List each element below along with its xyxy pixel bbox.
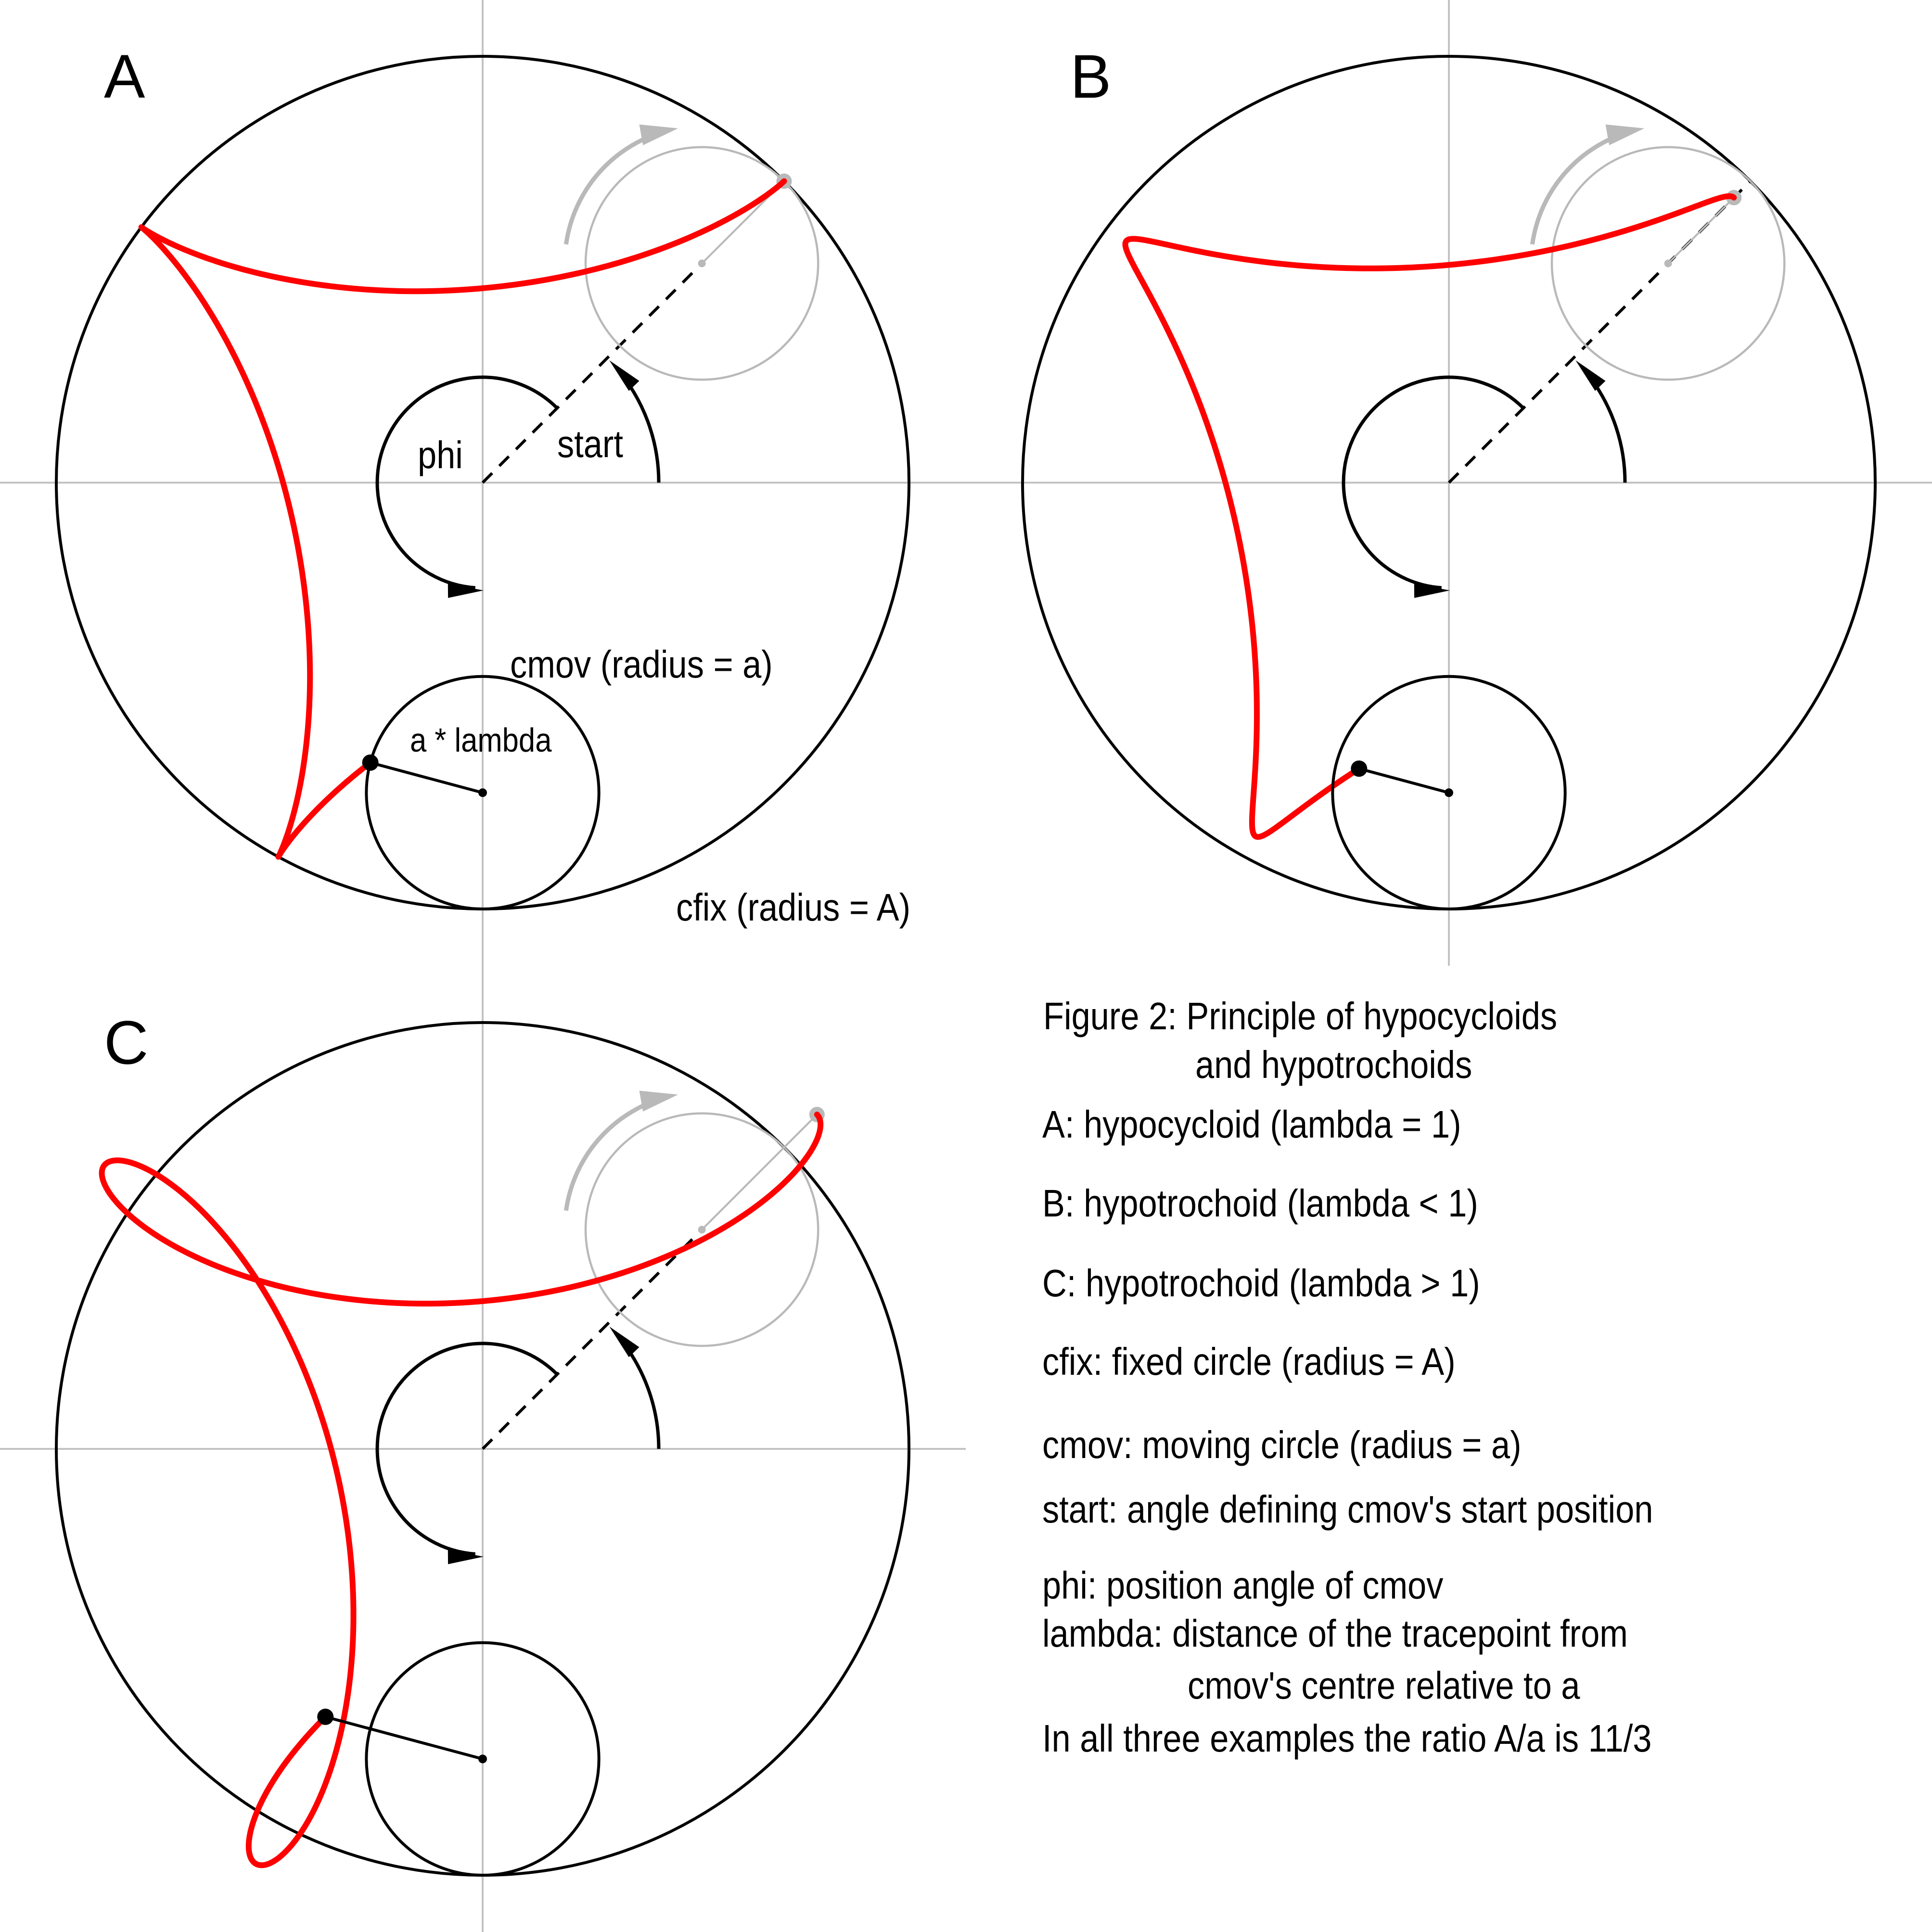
caption-item-phi: phi: position angle of cmov (1042, 1563, 1444, 1607)
cmov-center-dot (1445, 788, 1453, 797)
tracepoint-dot (317, 1709, 333, 1725)
caption-item-start: start: angle defining cmov's start position (1042, 1487, 1653, 1531)
caption-title-line1: Figure 2: Principle of hypocycloids (1043, 994, 1558, 1037)
caption-item-c: C: hypotrochoid (lambda > 1) (1042, 1261, 1480, 1305)
a-lambda-label: a * lambda (410, 721, 552, 759)
cmov-rotation-arrow (640, 125, 678, 145)
cmov-circle-label: cmov (radius = a) (510, 642, 773, 686)
tracepoint-dot (362, 755, 379, 771)
start-direction-dashed-line (483, 1230, 702, 1449)
tracepoint-radius-line (325, 1717, 483, 1759)
start-angle-arc (615, 1333, 659, 1449)
caption-item-lambda-line1: lambda: distance of the tracepoint from (1042, 1612, 1628, 1655)
cmov-rotation-arc (566, 130, 668, 244)
cmov-center-dot (478, 1754, 487, 1763)
start-angle-label: start (557, 422, 623, 465)
caption-title-line2: and hypotrochoids (1195, 1043, 1472, 1086)
trace-curve-hypotrochoid (1126, 196, 1734, 837)
caption-item-lambda-line2: cmov's centre relative to a (1188, 1663, 1580, 1707)
start-angle-arrow (1575, 360, 1605, 391)
caption-item-b: B: hypotrochoid (lambda < 1) (1042, 1181, 1478, 1225)
phi-angle-label: phi (418, 433, 463, 476)
start-angle-arrow (609, 360, 639, 391)
panel-letter-a: A (104, 42, 145, 111)
tracepoint-radius-line (371, 763, 483, 793)
caption-ratio-note: In all three examples the ratio A/a is 11/3 (1042, 1716, 1652, 1760)
start-tracepoint-radius (702, 1114, 817, 1229)
panel-letter-c: C (104, 1009, 149, 1077)
caption-item-cfix: cfix: fixed circle (radius = A) (1042, 1340, 1456, 1383)
cmov-rotation-arrow (1606, 125, 1645, 145)
start-angle-arrow (609, 1327, 639, 1357)
tracepoint-dot (1351, 760, 1367, 777)
caption-item-a: A: hypocycloid (lambda = 1) (1042, 1102, 1461, 1146)
cmov-rotation-arrow (640, 1091, 678, 1112)
start-tracepoint-radius (1668, 198, 1734, 264)
cmov-rotation-arc (1532, 130, 1635, 244)
cmov-start-center-dot (1664, 259, 1672, 267)
cfix-circle-label: cfix (radius = A) (676, 885, 911, 929)
panel-letter-b: B (1070, 42, 1112, 111)
cmov-start-center-dot (698, 1226, 706, 1233)
cmov-start-center-dot (698, 259, 706, 267)
text-layer (104, 42, 1653, 1760)
start-angle-arc (1582, 367, 1625, 483)
tracepoint-radius-line (1359, 768, 1449, 793)
cmov-center-dot (478, 788, 487, 797)
caption-item-cmov: cmov: moving circle (radius = a) (1042, 1423, 1522, 1466)
cmov-rotation-arc (566, 1097, 668, 1211)
